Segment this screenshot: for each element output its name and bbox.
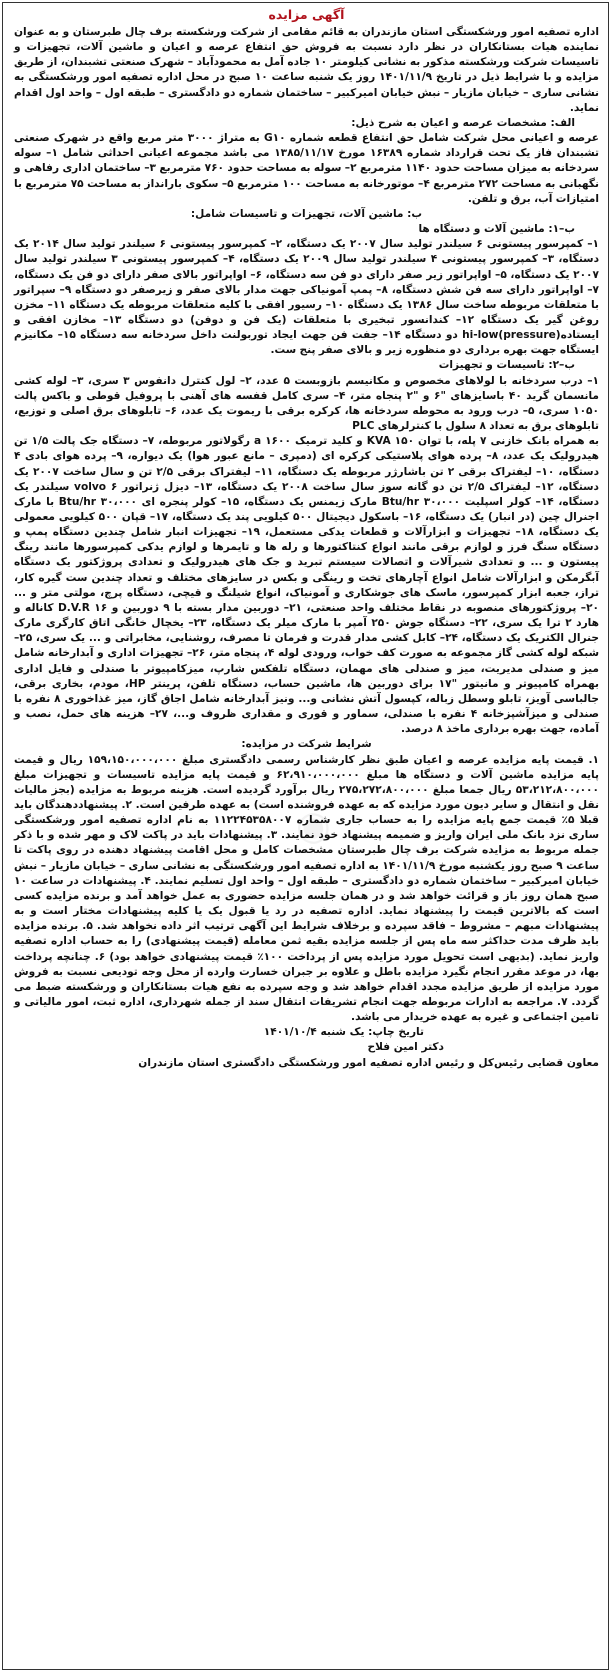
section-b-heading: ب: ماشین آلات، تجهیزات و تاسیسات شامل: <box>190 207 423 220</box>
section-b1-heading: ب–۱: ماشین آلات و دستگاه ها <box>418 223 575 236</box>
signer-title: معاون قضایی رئیس‌کل و رئیس اداره تصفیه امور ورشکستگی دادگستری استان مازندران <box>138 1056 599 1069</box>
section-b2-paragraph-2: به همراه بانک خازنی ۷ پله، با توان ۱۵۰ KVA و کلید ترمیک a ۱۶۰۰ رگولاتور مربوطه، ۷– دستگاه جک پالت ۱/۵ تن هیدرولیک یک عدد، ۸– پرده هوای پلاستیکی کرکره ای (دمپری – مانع عبور هوا) یک دیواره، ۹– پرده هوای بادی ۴ دستگاه، ۱۰– لیفتراک برقی ۲ تن باشارژر مربوطه یک دستگاه، ۱۱– لیفتراک برقی ۲/۵ تن و سال ساخت ۲۰۰۷ یک دستگاه، ۱۲– لیفتراک ۲/۵ تن دو گانه سوز سال ساخت ۲۰۰۸ یک دستگاه، ۱۳– دیزل ژنراتور volvo ۶ سیلندر یک دستگاه، ۱۴– کولر اسپلیت Btu/hr ۳۰،۰۰۰ مارک زیمنس یک دستگاه، ۱۵– کولر پنجره ای Btu/hr ۳۰،۰۰۰ با مارک اجنرال چین (در انبار) یک دستگاه، ۱۶– باسکول دیجیتال ۵۰۰ کیلویی پند یک دستگاه، ۱۷– قپان ۵۰۰ کیلویی معمولی یک دستگاه، ۱۸– تجهیزات و ابزارآلات و قطعات یدکی مستعمل، ۱۹– تجهیزات انبار شامل چندین دستگاه پمپ و دستگاه سنگ فرز و لوازم برقی مانند انواع کنتاکتورها و رله ها و تایمرها و لوازم یدکی کمپرسورها مانند رینگ پیستون و ... و تعدادی شیرآلات و اتصالات سیستم تبرید و جک های هیدرولیک و تعدادی پروژکتور یک دستگاه آبگرمکن و ابزارآلات شامل انواع آچارهای تخت و رینگی و بکس در سایزهای مختلف و تعداد چندین ست گیره کار، تراز، جعبه ابزار کمپرسور، ماسک های جوشکاری و آمونیاک، انواع شیلنگ و قیچی، دستگاه پرچ، مولتی متر و ... ۲۰– پروژکتورهای منصوبه در نقاط مختلف واحد صنعتی، ۲۱– دوربین مدار بسته با ۹ دوربین و D.V.R ۱۶ کاناله و هارد ۲ ترا یک سری، ۲۲– دستگاه جوش ۲۵۰ آمپر با مارک میلر یک دستگاه، ۲۳– یخچال خانگی اتاق کارگری مارک جنرال الکتریک یک دستگاه، ۲۴– کابل کشی مدار قدرت و فرمان تا مصرف، روشنایی، مخابراتی و ... یک سری، ۲۵– شبکه لوله کشی گاز مجموعه به صورت کف خواب، ورودی لوله ۴، پنجاه متر، ۲۶– تجهیزات اداری و آبدارخانه شامل میز و صندلی مدیریت، میز و صندلی های مهمان، دستگاه تلفکس شارپ، میزکامپیوتر با صندلی و فایل اداری بهمراه کامپیوتر و مانیتور "۱۷ برای دوربین ها، ماشین حساب، دستگاه تلفن، پرینتر HP، مودم، بخاری برقی، جالباسی آویز، تابلو وسطل زباله، کپسول آتش نشانی و... ونیز آبدارخانه شامل اجاق گاز، میز غذاخوری ۸ نفره با صندلی و میزآشپزخانه ۴ نفره با صندلی، سماور و قوری و مقداری ظروف و...، ۲۷– هزینه های حمل، نصب و آماده، جهت بهره برداری ماخذ ۸ درصد. <box>14 435 600 736</box>
notice-title: آگهی مزایده <box>268 7 345 22</box>
section-b2-paragraph-1: ۱– درب سردخانه با لولاهای مخصوص و مکانیسم بازوبست ۵ عدد، ۲– لول کنترل دانفوس ۳ سری، ۳– لوله کشی مانسمان گرید ۴۰ باسایزهای "۶ و "۲ پنجاه متر، ۴– سری کامل قفسه های آهنی با پروفیل قوطی و باکس پالت ۱۰۵۰ سری، ۵– درب ورود به محوطه سردخانه ها، کرکره برقی با ریموت یک عدد، ۶– تابلوهای برق اصلی و توزیع، تابلوهای برق به تعداد ۸ سلول با کنترلرهای PLC <box>14 374 599 433</box>
section-a-paragraph: عرصه و اعیانی محل شرکت شامل حق انتفاع قطعه شماره G۱۰ به متراژ ۳۰۰۰ متر مربع واقع در شهرک صنعتی تشبندان فاز یک تحت قرارداد شماره ۱۶۳۸۹ مورخ ۱۳۸۵/۱۱/۱۷ می باشد مجموعه اعیانی احداثی شامل ۱– سوله سردخانه به میزان مساحت حدود ۱۱۴۰ مترمربع ۲– سوله به مساحت حدود ۷۶۰ مترمربع ۳– ساختمان اداری رفاهی و نگهبانی به مساحت ۲۷۲ مترمربع ۴– موتورخانه به مساحت ۱۰۰ مترمربع ۵– سکوی بارانداز به مساحت ۷۵ مترمربع با امتیازات آب، برق و تلفن. <box>14 132 600 205</box>
auction-notice <box>2 2 609 1670</box>
section-c-heading: شرایط شرکت در مزایده: <box>241 738 372 751</box>
intro-paragraph: اداره تصفیه امور ورشکستگی استان مازندران به قائم مقامی از شرکت ورشکسته برف چال طبرستان و به عنوان نماینده هیات بستانکاران در نظر دارد نسبت به فروش حق انتفاع عرصه و اعیان و ماشین آلات، تجهیزات و تاسیسات شرکت ورشکسته مذکور به نشانی کیلومتر ۱۰ جاده آمل به محمودآباد – شهرک صنعتی تشبندان، از طریق مزایده و با شرایط ذیل در تاریخ ۱۴۰۱/۱۱/۹ روز یک شنبه ساعت ۱۰ صبح در محل اداره تصفیه امور ورشکستگی به نشانی ساری – خیابان مازیار – نبش خیابان امیرکبیر – ساختمان شماره دو دادگستری – طبقه اول – واحد اول اقدام نماید. <box>14 26 599 114</box>
section-b2-heading: ب–۲: تاسیسات و تجهیزات <box>438 359 575 372</box>
print-date: تاریخ چاپ: یک شنبه ۱۴۰۱/۱۰/۴ <box>263 1026 424 1039</box>
section-c-paragraph: ۱. قیمت پایه مزایده عرصه و اعیان طبق نظر کارشناس رسمی دادگستری مبلغ ۱۵۹،۱۵۰،۰۰۰،۰۰۰ ریال و قیمت پایه مزایده ماشین آلات و دستگاه ها مبلغ ۶۲،۹۱۰،۰۰۰،۰۰۰ و قیمت پایه مزایده تاسیسات و تجهیزات مبلغ ۵۳،۲۱۲،۸۰۰،۰۰۰ ریال جمعا مبلغ ۲۷۵،۲۷۲،۸۰۰،۰۰۰ ریال برآورد گردیده است. هزینه مربوط به مزایده (بجز مالیات نقل و انتقال و سایر دیون مورد مزایده که به عهده فروشنده است) به عهده طرفین است. ۲. پیشنهاددهندگان باید قبلا ۵٪ قیمت جمع پایه مزایده را به حساب جاری شماره ۱۱۲۲۴۵۳۵۸۰۰۷ به نام اداره تصفیه امور ورشکستگی ساری نزد بانک ملی ایران واریز و ضمیمه پیشنهاد خود نمایند. ۳. پیشنهادات باید در پاکت لاک و مهر شده و با ذکر جمله مربوط به مزایده شرکت برف چال طبرستان مشخصات کامل و محل اقامت پیشنهاد دهنده در روی پاکت تا ساعت ۹ صبح روز یکشنبه مورخ ۱۴۰۱/۱۱/۹ به اداره تصفیه امور ورشکستگی به نشانی ساری – خیابان مازیار – نبش خیابان امیرکبیر – ساختمان شماره دو دادگستری – طبقه اول – واحد اول تسلیم نمایند. ۴. پیشنهادات در ساعت ۱۰ صبح همان روز باز و قرائت خواهد شد و در همان جلسه مزایده حضوری به عمل خواهد آمد و برنده مزایده کسی است که بالاترین قیمت را پیشنهاد نماید. اداره تصفیه در رد یا قبول یک یا کلیه پیشنهادات مختار است و به پیشنهادات مبهم – مشروط – فاقد سپرده و برخلاف شرایط این آگهی ترتیب اثر داده نخواهد شد. ۵. برنده مزایده باید ظرف مدت حداکثر سه ماه پس از جلسه مزایده بقیه ثمن معامله (قیمت پیشنهادی) را به حساب اداره تصفیه واریز نماید. (بدیهی است تحویل مورد مزایده پس از پرداخت ۱۰۰٪ قیمت پیشنهادی خواهد بود) ۶. چنانچه پرداخت بها، در موعد مقرر انجام نگیرد مزایده باطل و علاوه بر جبران خسارت وارده از محل وجه تودیعی نسبت به فروش مورد مزایده از طریق مزایده مجدد اقدام خواهد شد و وجه سپرده به نفع هیات بستانکاران و ورشکسته ضبط می گردد. ۷. مراجعه به ادارات مربوطه جهت انجام تشریفات انتقال سند از جمله شهرداری، اداره ثبت، امور مالیاتی و تامین اجتماعی و غیره به عهده خریدار می باشد. <box>14 753 600 1024</box>
section-a-heading: الف: مشخصات عرصه و اعیان به شرح ذیل: <box>351 116 575 129</box>
signer-name: دکتر امین فلاح <box>367 1041 444 1054</box>
section-b1-paragraph: ۱– کمپرسور پیستونی ۶ سیلندر تولید سال ۲۰۰۷ یک دستگاه، ۲– کمپرسور پیستونی ۶ سیلندر تولید سال ۲۰۱۴ یک دستگاه، ۳– کمپرسور پیستونی ۴ سیلندر تولید سال ۲۰۰۹ یک دستگاه، ۴– کمپرسور پیستونی ۳ سیلندر تولید سال ۲۰۰۷ یک دستگاه، ۵– اواپراتور زیر صفر دارای دو فن سه دستگاه، ۶– اواپراتور بالای صفر دارای دو فن یک دستگاه، ۷– اواپراتور دارای سه فن شش دستگاه، ۸– پمپ آمونیاکی جهت مدار بالای صفر و زیرصفر دو دستگاه ۹– سپراتور با متعلقات مربوطه ساخت سال ۱۳۸۶ یک دستگاه ۱۰– رسیور افقی با کلیه متعلقات مربوطه یک دستگاه ۱۱– مخزن روغن گیر یک دستگاه ۱۲– کندانسور تبخیری با متعلقات (یک فن و دوفن) دو دستگاه ۱۳– مخازن افقی و ایستاده(hi-low(pressure دو دستگاه ۱۴– جفت فن جهت ایجاد توربولنت داخل سردخانه سه دستگاه ۱۵– مکانیزم ایستگاه جهت بهره برداری دو منظوره زیر و بالای صفر پنج ست. <box>14 238 600 357</box>
watermark: ◉ <box>292 800 334 852</box>
